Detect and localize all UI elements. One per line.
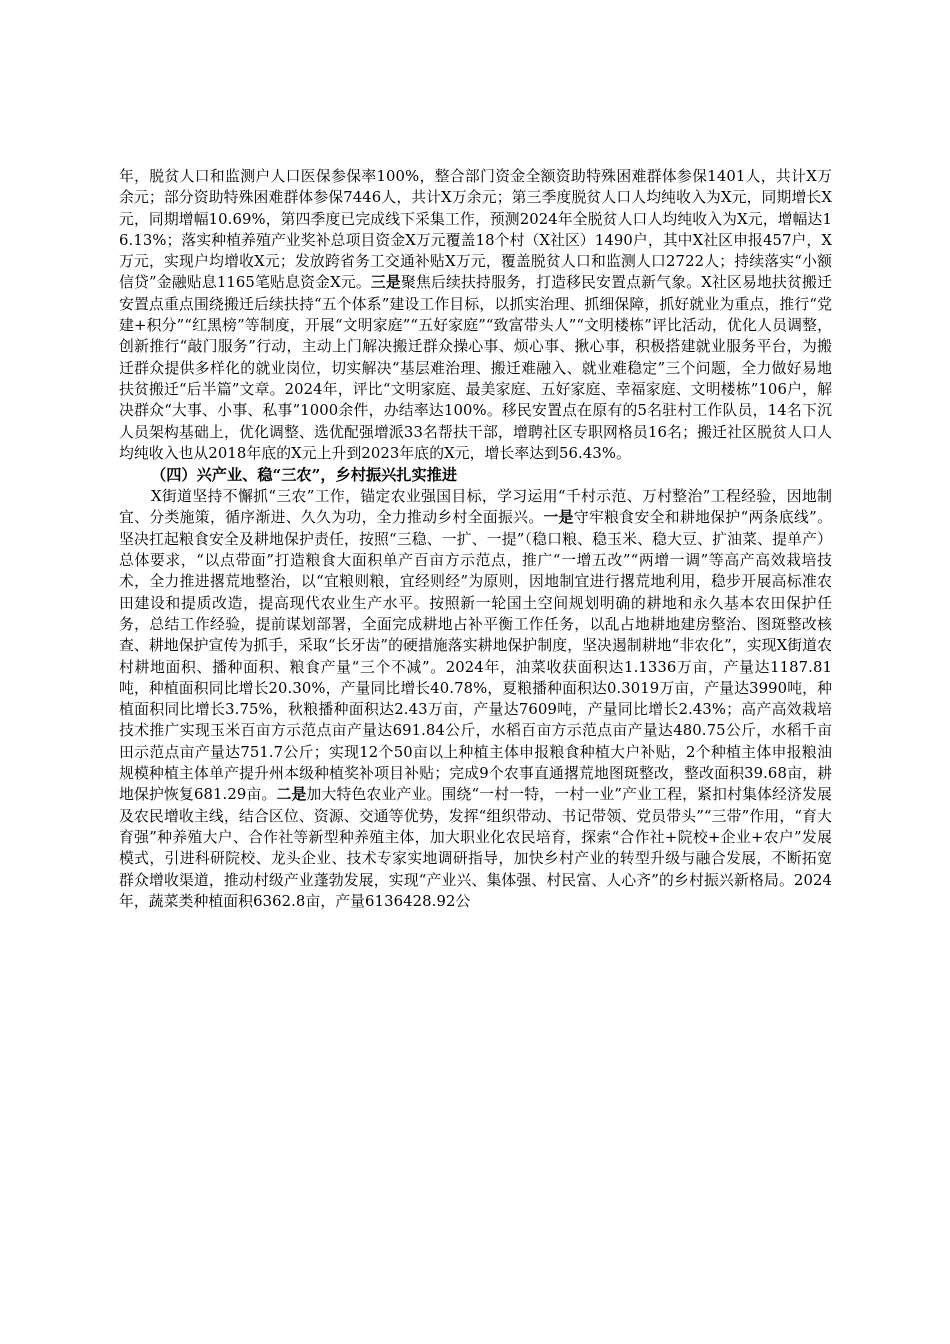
bold-marker-one: 一是: [543, 509, 574, 527]
paragraph-text: 年，脱贫人口和监测户人口医保参保率100%，整合部门资金全额资助特殊困难群体参保1401人，共计X万余元；部分资助特殊困难群体参保7446人，共计X万余元；第三季度脱贫人口人均纯收入为X元，同期增长X元，同期增幅10.69%，第四季度已完成线下采集工作，预测2024年全脱贫人口人均纯收入为X元，增幅达16.13%；落实种植养殖产业奖补总项目资金X万元覆盖18个村（X社区）1490户，其中X社区申报457户，X万元，实现户均增收X元；发放跨省务工交通补贴X万元，覆盖脱贫人口和监测人口2722人；持续落实“小额信贷”金融贴息1165笔贴息资金X元。: [119, 168, 832, 292]
paragraph-text: X街道坚持不懈抓“三农”工作，锚定农业强国目标，学习运用“千村示范、万村整治”工程经验，因地制宜、分类施策，循序渐进、久久为功，全力推动乡村全面振兴。: [119, 488, 832, 527]
paragraph-rural-revitalization: [119, 486, 832, 912]
paragraph-text: 守牢粮食安全和耕地保护“两条底线”。坚决扛起粮食安全及耕地保护责任，按照“三稳、一扩、一提”（稳口粮、稳玉米、稳大豆、扩油菜、提单产）总体要求，“以点带面”打造粮食大面积单产百亩方示范点，推广“一增五改”“两增一调”等高产高效栽培技术，全力推进撂荒地整治，以“宜粮则粮，宜经则经”为原则，因地制宜进行撂荒地利用，稳步开展高标准农田建设和提质改造，提高现代农业生产水平。按照新一轮国土空间规划明确的耕地和永久基本农田保护任务，总结工作经验，提前谋划部署，全面完成耕地占补平衡工作任务，以乱占地耕地建房整治、图斑整改核查、耕地保护宣传为抓手，采取“长牙齿”的硬措施落实耕地保护制度，坚决遏制耕地“非农化”，实现X街道农村耕地面积、播种面积、粮食产量“三个不减”。2024年，油菜收获面积达1.1336万亩，产量达1187.81吨，种植面积同比增长20.30%，产量同比增长40.78%，夏粮播种面积达0.3019万亩，产量达3990吨，种植面积同比增长3.75%，秋粮播种面积达2.43万亩，产量达7609吨，产量同比增长2.43%；高产高效栽培技术推广实现玉米百亩方示范点亩产量达691.84公斤，水稻百亩方示范点亩产量达480.75公斤，水稻千亩田示范点亩产量达751.7公斤；实现12个50亩以上种植主体申报粮食种植大户补贴，2个种植主体申报粮油规模种植主体单产提升州本级种植奖补项目补贴；完成9个农事直通撂荒地图斑整改，整改面积39.68亩，耕地保护恢复681.29亩。: [119, 509, 832, 804]
bold-marker-two: 二是: [276, 786, 307, 804]
paragraph-text: 聚焦后续扶持服务，打造移民安置点新气象。X社区易地扶贫搬迁安置点重点围绕搬迁后续扶持“五个体系”建设工作目标，以抓实治理、抓细保障，抓好就业为重点，推行“党建+积分”“红黑榜”等制度，开展“文明家庭”“五好家庭”“致富带头人”“文明楼栋”评比活动，优化人员调整，创新推行“敲门服务”行动，主动上门解决搬迁群众操心事、烦心事、揪心事，积极搭建就业服务平台，为搬迁群众提供多样化的就业岗位，切实解决“基层难治理、搬迁难融入、就业难稳定”三个问题，全力做好易地扶贫搬迁“后半篇”文章。2024年，评比“文明家庭、最美家庭、五好家庭、幸福家庭、文明楼栋”106户，解决群众“大事、小事、私事”1000余件，办结率达100%。移民安置点在原有的5名驻村工作队员，14名下沉人员架构基础上，优化调整、选优配强增派33名帮扶干部，增聘社区专职网格员16名；搬迁社区脱贫人口人均纯收入也从2018年底的X元上升到2023年底的X元，增长率达到56.43%。: [119, 274, 832, 462]
bold-marker-three: 三是: [370, 274, 401, 292]
document-page: [119, 166, 832, 912]
paragraph-text: 加大特色农业产业。围绕“一村一特，一村一业”产业工程，紧扣村集体经济发展及农民增收主线，结合区位、资源、交通等优势，发挥“组织带动、书记带领、党员带头”“三带”作用，“育大育强”种养殖大户、合作社等新型种养殖主体，加大职业化农民培育，探索“合作社+院校+企业+农户”发展模式，引进科研院校、龙头企业、技术专家实地调研指导，加快乡村产业的转型升级与融合发展，不断拓宽群众增收渠道，推动村级产业蓬勃发展，实现“产业兴、集体强、村民富、人心齐”的乡村振兴新格局。2024年，蔬菜类种植面积6362.8亩，产量6136428.92公: [119, 786, 833, 910]
section-heading: （四）兴产业、稳“三农”，乡村振兴扎实推进: [151, 466, 458, 485]
paragraph-continuation: [119, 166, 832, 464]
